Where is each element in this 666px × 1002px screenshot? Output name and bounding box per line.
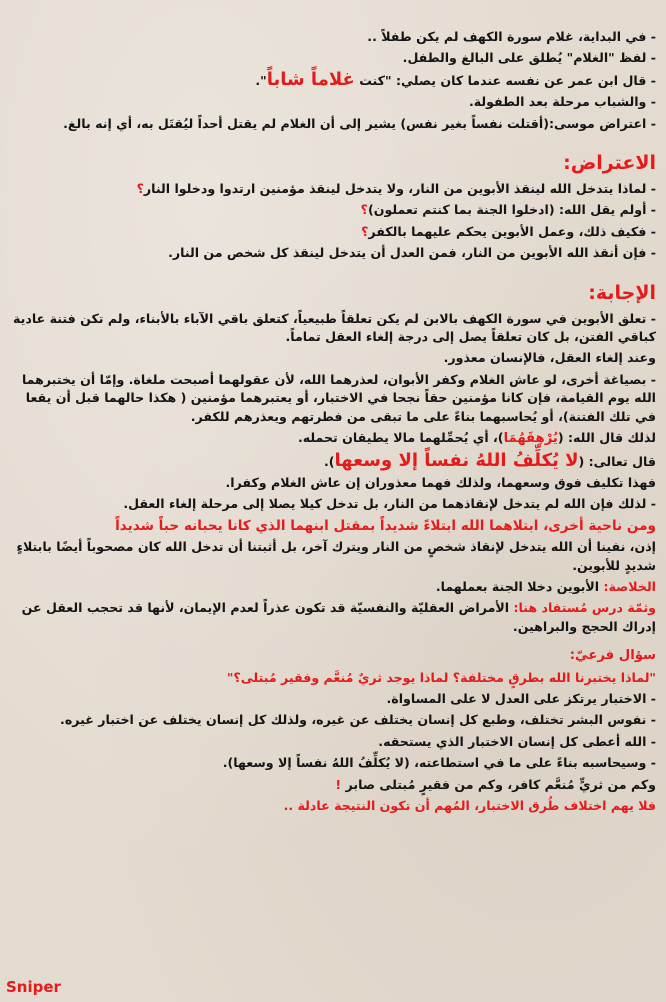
objection-question-3 — [12, 223, 656, 241]
subanswer-5-text: وكم من ثريٍّ مُنعَّم كافر، وكم من فقيرٍ مُبتلى صابر — [341, 776, 656, 792]
question-mark: ؟ — [360, 202, 368, 218]
answer-paragraph-6: فهذا تكليف فوق وسعهما، ولذلك فهما معذوران إن عاش الغلام وكفرا. — [225, 474, 656, 490]
highlight-young-man: غلاماً شاباً — [266, 68, 355, 90]
answer-paragraph-7: - لذلك فإن الله لم يتدخل لإنقاذهما من النار، بل تدخل كيلا يصلا إلى مرحلة إلغاء العقل. — [123, 496, 656, 512]
answer-paragraph-2: وعند إلغاء العقل، فالإنسان معذور. — [443, 350, 656, 366]
exclamation-mark: ! — [335, 776, 342, 792]
subanswer-1: - الاختبار يرتكز على العدل لا على المساواة. — [386, 690, 656, 706]
intro-line-3 — [12, 68, 656, 90]
answer-paragraph-3: - بصياغة أخرى، لو عاش الغلام وكفر الأبوان، لعذرهما الله، لأن عقولهما أصبحت ملغاة. وإمّا أن يختبرهما الله يوم القيامة، فإن كانا مؤمنين حقاً نجحا في الاختبار، أو يعتبرهما مؤمنين ( هكذا حالهما قبل أن يقعا في تلك الفتنة)، أو يُحاسبهما بناءً على ما تبقى من فطرتهم ويعذرهم للكفر. — [21, 371, 656, 424]
answer-paragraph-9: إذن، نفينا أن الله يتدخل لإنقاذ شخصٍ من النار ويترك آخر، بل أثبتنا أن تدخل الله كان مصحوباً أيضًا بابتلاءٍ شديدٍ للأبوين. — [16, 539, 656, 573]
objection-heading: الاعتراض: — [563, 152, 656, 175]
subanswer-4: - وسيحاسبه بناءً على ما في استطاعته، (لا يُكلِّفُ اللهُ نفساً إلا وسعها). — [222, 755, 656, 771]
summary-label: الخلاصة: — [603, 578, 656, 594]
author-signature: Sniper — [6, 978, 61, 996]
intro-line-1: - في البداية، غلام سورة الكهف لم يكن طفلاً .. — [367, 29, 656, 44]
intro-line-3-pre: - قال ابن عمر عن نفسه عندما كان يصلي: "كنت — [354, 72, 656, 88]
subanswer-3: - الله أعطى كل إنسان الاختبار الذي يستحقه. — [378, 733, 656, 749]
answer-paragraph-5-pre: قال تعالى: ( — [578, 453, 656, 469]
lesson-line — [12, 599, 656, 636]
objection-line-4: - فإن أنقذ الله الأبوين من النار، فمن العدل أن يتدخل لينقذ كل شخص من النار. — [168, 245, 656, 261]
answer-paragraph-4 — [12, 429, 656, 448]
objection-question-3-text: - فكيف ذلك، وعمل الأبوين يحكم عليهما بالكفر — [368, 223, 656, 239]
subanswer-2: - نفوس البشر تختلف، وطبع كل إنسان يختلف عن غيره، ولذلك كل إنسان يختلف عن اختبار غيره. — [60, 712, 656, 728]
intro-line-2: - لفظ "الغلام" يُطلق على البالغ والطفل. — [402, 50, 656, 66]
answer-paragraph-4-pre: لذلك قال الله: ( — [557, 430, 656, 446]
quran-quote-burden: يُرْهِقَهُمَا — [503, 431, 558, 447]
subquestion-heading: سؤال فرعيّ: — [569, 648, 656, 664]
objection-question-1-text: - لماذا يتدخل الله لينقذ الأبوين من النار، ولا يتدخل لينقذ مؤمنين ارتدوا ودخلوا النار — [143, 181, 656, 197]
answer-highlight-trial: ومن ناحية أخرى، ابتلاهما الله ابتلاءً شديداً بمقتل ابنهما الذي كانا يحبانه حباً شديداً — [115, 517, 656, 534]
intro-line-3-post: ". — [255, 72, 267, 88]
quran-quote-capacity: لا يُكلِّفُ اللهُ نفساً إلا وسعها — [334, 449, 579, 471]
subanswer-5 — [12, 776, 656, 794]
answer-heading: الإجابة: — [588, 281, 656, 304]
intro-line-5: - اعتراض موسى:(أقتلت نفساً بغير نفس) يشير إلى أن الغلام لم يقتل أحداً ليُقتَل به، أي إنه بالغ. — [63, 115, 656, 131]
lesson-label: وثمّة درس مُستفاد هنا: — [513, 600, 656, 616]
intro-line-4: - والشباب مرحلة بعد الطفولة. — [469, 94, 656, 110]
summary-text: الأبوين دخلا الجنة بعملهما. — [435, 578, 604, 594]
closing-line: فلا يهم اختلاف طُرق الاختبار، المُهم أن تكون النتيجة عادلة .. — [283, 798, 656, 813]
answer-paragraph-5 — [12, 449, 656, 471]
objection-question-2-text: - أولم يقل الله: (ادخلوا الجنة بما كنتم تعملون) — [367, 202, 656, 218]
answer-paragraph-1: - تعلق الأبوين في سورة الكهف بالابن لم يكن تعلقاً طبيعياً، كتعلق باقي الآباء بالأبناء، ولم تكن فتنة عادية كباقي الفتن، بل كان تعلقاً يصل إلى درجة إلغاء العقل تماماً. — [13, 310, 656, 345]
lesson-text: الأمراض العقليّة والنفسيّة قد تكون عذراً لعدم الإيمان، لأنها قد تحجب العقل عن إدراك الحجج والبراهين. — [21, 600, 656, 634]
summary-line — [12, 578, 656, 596]
question-mark: ؟ — [361, 223, 369, 239]
objection-question-1 — [12, 180, 656, 198]
answer-paragraph-4-post: )، أي يُحمِّلهما مالا يطيقان تحمله. — [297, 430, 504, 446]
question-mark: ؟ — [136, 181, 144, 197]
objection-question-2 — [12, 201, 656, 219]
answer-paragraph-5-post: ). — [323, 453, 335, 469]
subquestion-text: "لماذا يختبرنا الله بطرقٍ مختلفة؟ لماذا يوجد ثريٌ مُنعَّم وفقير مُبتلى؟" — [226, 669, 656, 685]
